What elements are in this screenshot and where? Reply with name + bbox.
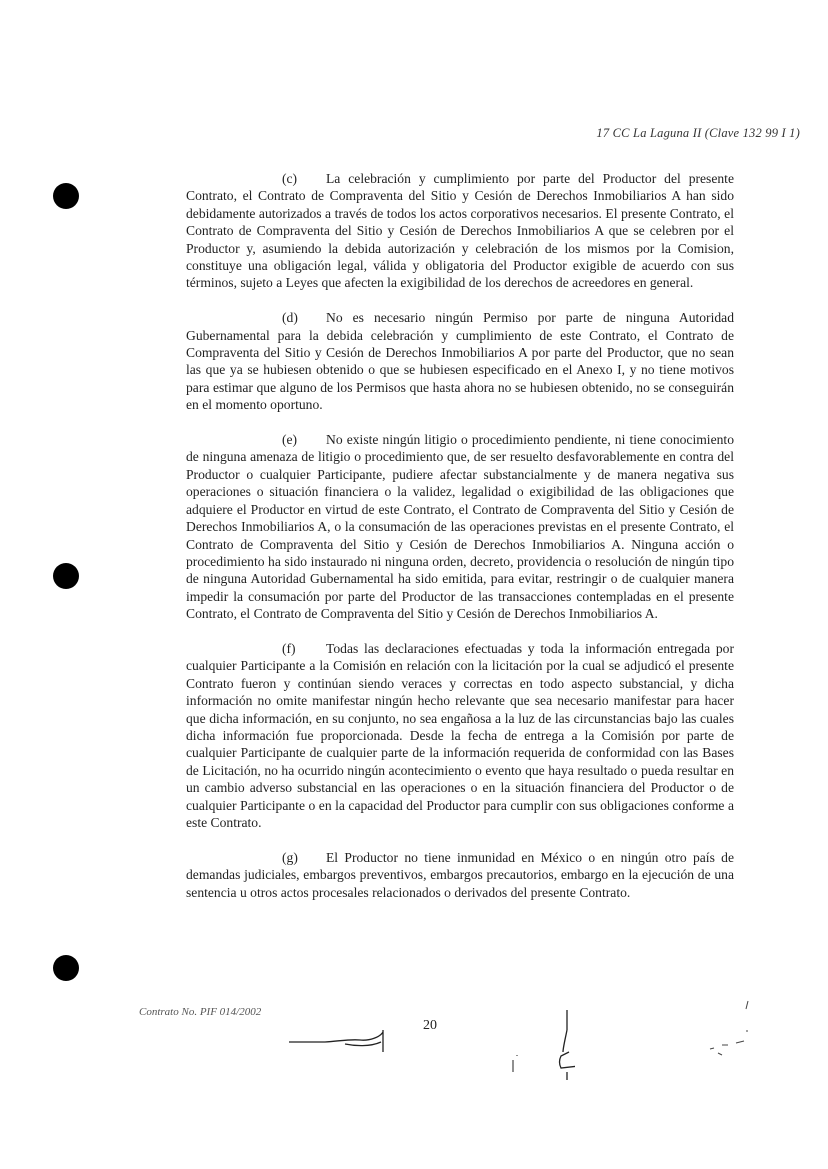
clause-label: (c) [282,171,298,186]
clause-text: No es necesario ningún Permiso por parte de ninguna Autoridad Gubernamental para la debida celebración y cumplimiento de este Contrato, el Contrato de Compraventa del Sitio y Cesión de Derechos Inmobiliarios A por parte del Productor, que no sean las que ya se hubiesen obtenido o que se hubiesen especificado en el Anexo I, y no tiene motivos para estimar que alguno de los Permisos que hasta ahora no se hubiesen obtenido, no se conseguirán en el momento oportuno. [186,310,734,413]
clause-e [186,431,734,622]
clause-label: (g) [282,849,298,865]
signature-initials-1 [285,1022,395,1056]
clause-label: (f) [282,640,296,656]
binder-hole [53,183,79,209]
document-body [186,170,734,918]
clause-label: (d) [282,310,298,326]
clause-text: El Productor no tiene inmunidad en México o en ningún otro país de demandas judiciales, embargos preventivos, embargos precautorios, embargo en la ejecución de una sentencia u otros actos procesales relacionados o derivados del presente Contrato. [186,849,734,900]
page-number: 20 [423,1018,437,1033]
clause-g [186,849,734,901]
signature-initials-3 [700,995,760,1065]
clause-text: La celebración y cumplimiento por parte del Productor del presente Contrato, el Contrato de Compraventa del Sitio y Cesión de Derechos Inmobiliarios A han sido debidamente autorizados a través de todos los actos corporativos necesarios. El presente Contrato, el Contrato de Compraventa del Sitio y Cesión de Derechos Inmobiliarios A que se celebren por el Productor y, asumiendo la debida autorización y celebración de los mismos por la Comision, constituye una obligación legal, válida y obligatoria del Productor exigible de acuerdo con sus términos, sujeto a Leyes que afecten la exigibilidad de los derechos de acreedores en general. [186,171,734,291]
signature-initials-2 [505,1000,575,1080]
contract-number: Contrato No. PIF 014/2002 [139,1006,262,1018]
clause-d [186,309,734,413]
clause-label: (e) [282,432,298,448]
clause-text: Todas las declaraciones efectuadas y toda la información entregada por cualquier Participante a la Comisión en relación con la licitación por la cual se adjudicó el presente Contrato fueron y continúan siendo veraces y correctas en todo aspecto substancial, y dicha información no omite manifestar ningún hecho relevante que sea necesario manifestar para hacer que dicha información, en su conjunto, no sea engañosa a la luz de las circunstancias bajo las cuales dicha información fue proporcionada. Desde la fecha de entrega a la Comisión por parte de cualquier Participante de cualquier parte de la información requerida de conformidad con las Bases de Licitación, no ha ocurrido ningún acontecimiento o evento que haya resultado o pueda resultar en un cambio adverso substancial en las operaciones o en la situación financiera del Productor o de cualquier Participante o en la capacidad del Productor para cumplir con sus obligaciones conforme a este Contrato. [186,640,734,830]
clause-text: No existe ningún litigio o procedimiento pendiente, ni tiene conocimiento de ninguna amenaza de litigio o procedimiento que, de ser resuelto desfavorablemente en contra del Productor o cualquier Participante, pudiere afectar substancialmente y de manera negativa sus operaciones o situación financiera o la validez, legalidad o exigibilidad de las obligaciones que adquiere el Productor en virtud de este Contrato, el Contrato de Compraventa del Sitio y Cesión de Derechos Inmobiliarios A, o la consumación de las operaciones previstas en el presente Contrato, el Contrato de Compraventa del Sitio y Cesión de Derechos Inmobiliarios A. Ninguna acción o procedimiento ha sido instaurado ni ninguna orden, decreto, providencia o resolución de ningún tipo de ninguna Autoridad Gubernamental ha sido emitida, para evitar, restringir o de cualquier manera impedir la consumación por parte del Productor de las transacciones contempladas en el presente Contrato, el Contrato de Compraventa del Sitio y Cesión de Derechos Inmobiliarios A. [186,432,734,622]
binder-hole [53,955,79,981]
clause-c [186,170,734,292]
clause-f [186,640,734,831]
header-reference: 17 CC La Laguna II (Clave 132 99 I 1) [596,126,800,140]
binder-hole [53,563,79,589]
